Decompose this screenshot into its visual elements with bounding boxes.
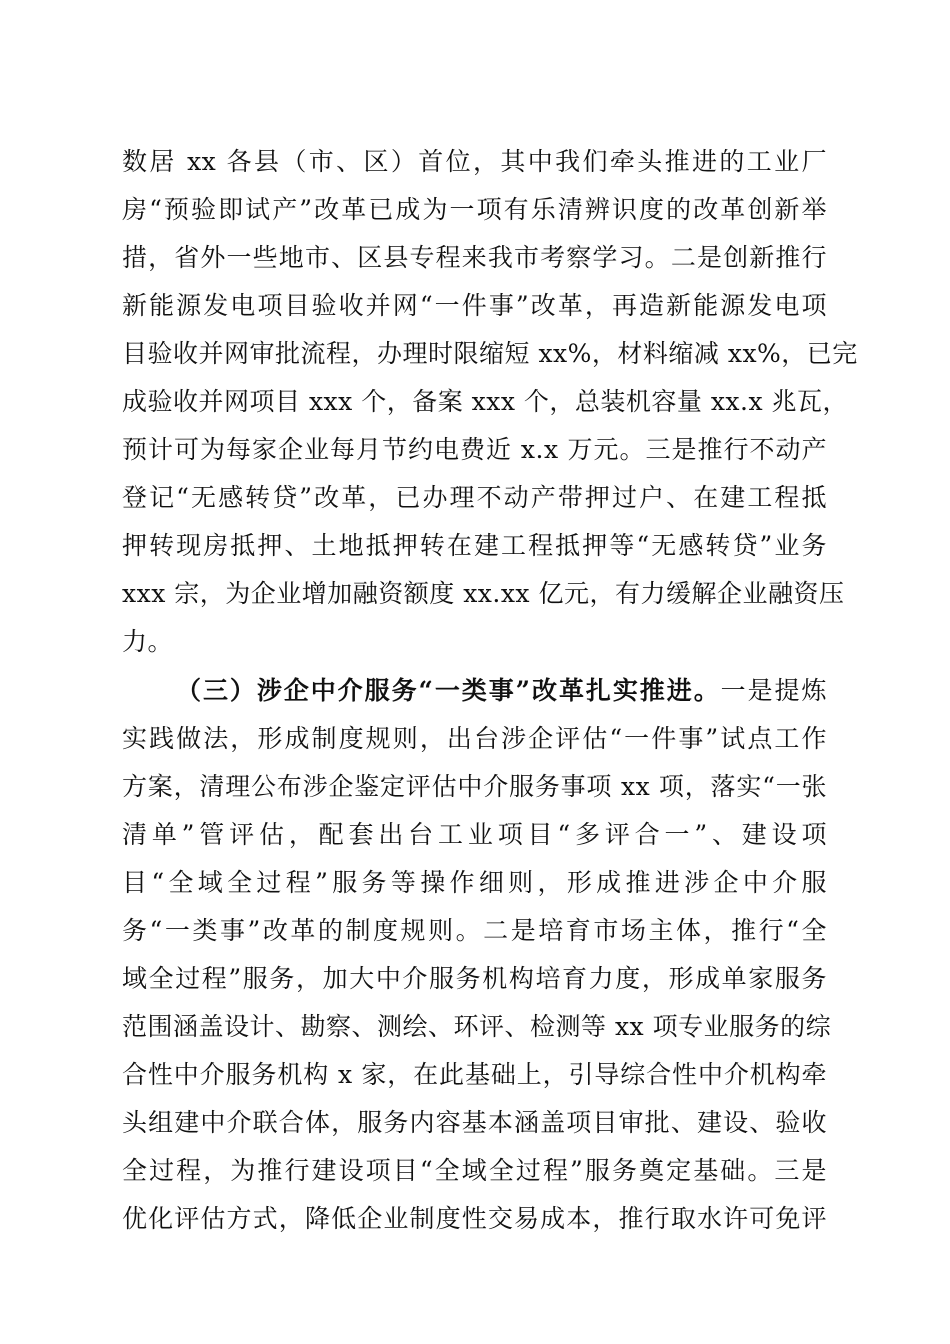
- paragraph-2-line-11: 全过程，为推行建设项目“全域全过程”服务奠定基础。三是: [122, 1156, 827, 1185]
- paragraph-1-line-3: 措，省外一些地市、区县专程来我市考察学习。二是创新推行: [122, 243, 827, 272]
- paragraph-1-line-6: 成验收并网项目 xxx 个，备案 xxx 个，总装机容量 xx.x 兆瓦，: [122, 387, 849, 416]
- paragraph-2-line-4: 清单”管评估，配套出台工业项目“多评合一”、建设项: [122, 820, 827, 849]
- paragraph-1-line-7: 预计可为每家企业每月节约电费近 x.x 万元。三是推行不动产: [122, 435, 827, 464]
- paragraph-2-line-3: 方案，清理公布涉企鉴定评估中介服务事项 xx 项，落实“一张: [122, 772, 827, 801]
- paragraph-2-line-8: 范围涵盖设计、勘察、测绘、环评、检测等 xx 项专业服务的综: [122, 1012, 832, 1041]
- paragraph-2-line-6: 务“一类事”改革的制度规则。二是培育市场主体，推行“全: [122, 916, 827, 945]
- paragraph-2-line-12: 优化评估方式，降低企业制度性交易成本，推行取水许可免评: [122, 1204, 827, 1233]
- paragraph-2-line-5: 目“全域全过程”服务等操作细则，形成推进涉企中介服: [122, 868, 827, 897]
- paragraph-1-line-1: 数居 xx 各县（市、区）首位，其中我们牵头推进的工业厂: [122, 147, 827, 176]
- paragraph-1-line-8: 登记“无感转贷”改革，已办理不动产带押过户、在建工程抵: [122, 483, 827, 512]
- paragraph-2-line-9: 合性中介服务机构 x 家，在此基础上，引导综合性中介机构牵: [122, 1060, 827, 1089]
- paragraph-1-line-10: xxx 宗，为企业增加融资额度 xx.xx 亿元，有力缓解企业融资压: [122, 579, 845, 608]
- paragraph-2-line-1-rest: 一是提炼: [720, 676, 827, 705]
- paragraph-2-line-10: 头组建中介联合体，服务内容基本涵盖项目审批、建设、验收: [122, 1108, 827, 1137]
- paragraph-2-line-1: [176, 671, 827, 711]
- section-heading: （三）涉企中介服务“一类事”改革扎实推进。: [176, 676, 721, 705]
- paragraph-1-line-11: 力。: [122, 627, 174, 656]
- paragraph-1-line-5: 目验收并网审批流程，办理时限缩短 xx%，材料缩减 xx%，已完: [122, 339, 858, 368]
- paragraph-1-line-4: 新能源发电项目验收并网“一件事”改革，再造新能源发电项: [122, 291, 827, 320]
- paragraph-1-line-9: 押转现房抵押、土地抵押转在建工程抵押等“无感转贷”业务: [122, 531, 827, 560]
- paragraph-2-line-7: 域全过程”服务，加大中介服务机构培育力度，形成单家服务: [122, 964, 827, 993]
- paragraph-1-line-2: 房“预验即试产”改革已成为一项有乐清辨识度的改革创新举: [122, 195, 827, 224]
- paragraph-2-line-2: 实践做法，形成制度规则，出台涉企评估“一件事”试点工作: [122, 724, 827, 753]
